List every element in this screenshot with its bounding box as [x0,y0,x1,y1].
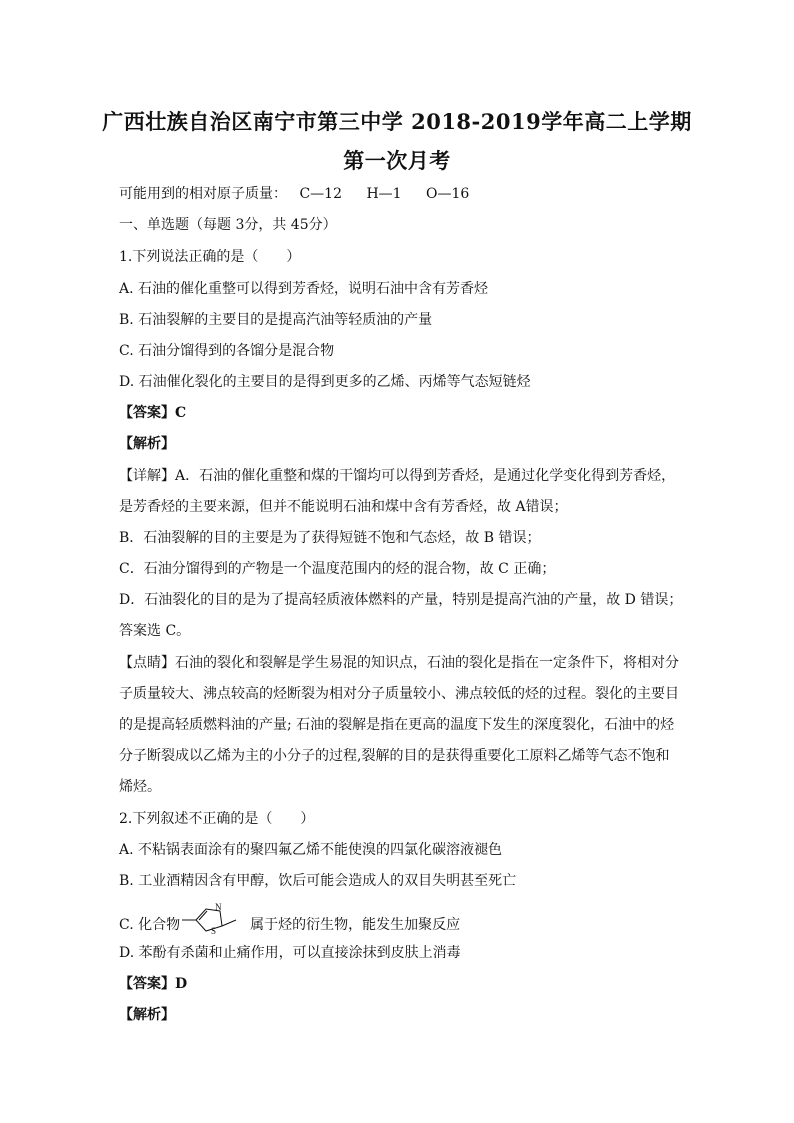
q1-comment-line: 子质量较大、沸点较高的烃断裂为相对分子质量较小、沸点较低的烃的过程。裂化的主要目 [119,686,679,702]
q1-option-c: C. 石油分馏得到的各馏分是混合物 [119,343,335,359]
q1-detail-line: C．石油分馏得到的产物是一个温度范围内的烃的混合物，故 C 正确； [119,561,556,577]
q2-stem: 2.下列叙述不正确的是（ ） [119,811,315,827]
atomic-mass-line [119,184,679,204]
q2-option-c [119,900,679,936]
q2-answer: 【答案】D [119,976,188,992]
q1-comment-line: 【点睛】石油的裂化和裂解是学生易混的知识点，石油的裂化是指在一定条件下，将相对分 [119,655,679,671]
q1-detail-line: D．石油裂化的目的是为了提高轻质液体燃料的产量，特别是提高汽油的产量，故 D 错误； [119,592,683,608]
q1-comment-line: 的是提高轻质燃料油的产量; 石油的裂解是指在更高的温度下发生的深度裂化，石油中的烃 [119,717,675,733]
q1-analysis-label: 【解析】 [119,436,175,452]
q1-detail-line: B．石油裂解的目的主要是为了获得短链不饱和气态烃，故 B 错误； [119,530,541,546]
q2-option-c-suffix: 属于烃的衍生物，能发生加聚反应 [250,917,461,933]
q1-detail-line: 是芳香烃的主要来源，但并不能说明石油和煤中含有芳香烃，故 A错误； [119,499,568,515]
q1-comment-line: 分子断裂成以乙烯为主的小分子的过程,裂解的目的是获得重要化工原料乙烯等气态不饱和 [119,748,670,764]
q1-option-d: D. 石油催化裂化的主要目的是得到更多的乙烯、丙烯等气态短链烃 [119,374,531,390]
q1-comment-line: 烯烃。 [119,779,161,795]
title-line-1: 广西壮族自治区南宁市第三中学 2018-2019学年高二上学期 [102,109,692,134]
atomic-mass-label: 可能用到的相对原子质量： [119,186,287,202]
q1-option-b: B. 石油裂解的主要目的是提高汽油等轻质油的产量 [119,312,433,328]
structure-atom-n: N [215,902,222,912]
atomic-mass-o: O—16 [426,186,470,202]
q2-option-a: A. 不粘锅表面涂有的聚四氟乙烯不能使溴的四氯化碳溶液褪色 [119,842,503,858]
section-heading: 一、单选题（每题 3分，共 45分） [119,217,337,233]
q2-option-d: D. 苯酚有杀菌和止痛作用，可以直接涂抹到皮肤上消毒 [119,945,461,961]
q1-detail-line: 答案选 C。 [119,623,191,639]
q2-option-b: B. 工业酒精因含有甲醇，饮后可能会造成人的双目失明甚至死亡 [119,873,517,889]
title-line-2: 第一次月考 [343,148,451,173]
atomic-mass-h: H—1 [366,186,402,202]
q1-option-a: A. 石油的催化重整可以得到芳香烃，说明石油中含有芳香烃 [119,281,489,297]
q1-stem: 1.下列说法正确的是（ ） [119,249,301,265]
atomic-mass-c: C—12 [299,186,342,202]
q1-answer: 【答案】C [119,405,187,421]
q2-option-c-prefix: C. 化合物 [119,917,181,933]
q1-detail-line: 【详解】A．石油的催化重整和煤的干馏均可以得到芳香烃，是通过化学变化得到芳香烃， [119,468,676,484]
q2-analysis-label: 【解析】 [119,1007,175,1023]
structure-atom-s: S [211,926,217,936]
